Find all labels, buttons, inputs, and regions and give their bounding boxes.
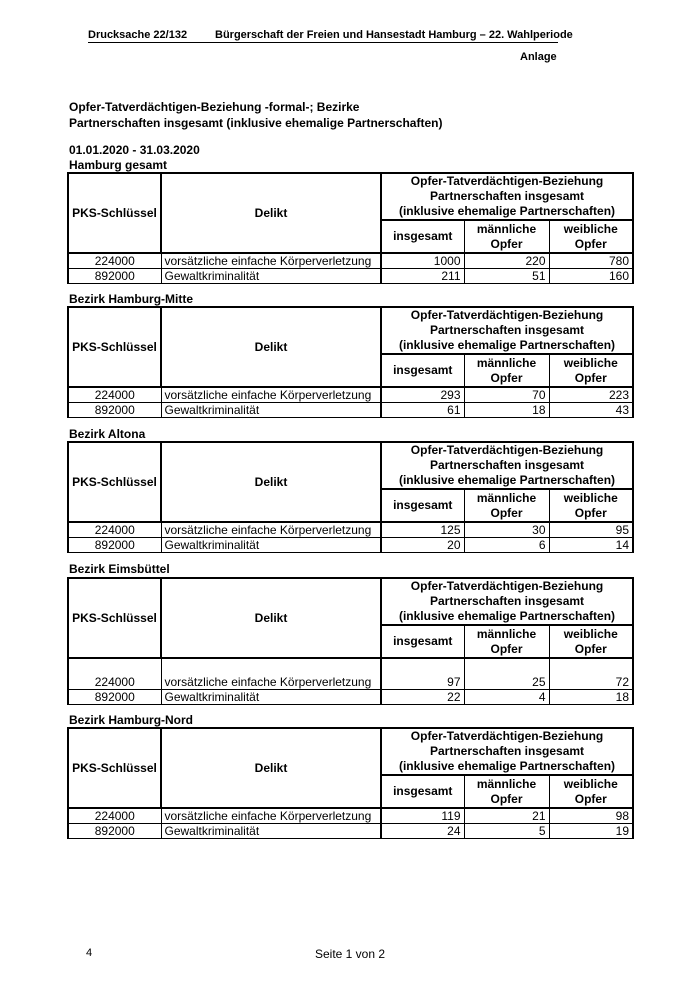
female-header-line2: Opfer bbox=[574, 236, 607, 251]
male-victims-cell: 51 bbox=[464, 269, 549, 284]
female-header-line2: Opfer bbox=[574, 505, 607, 520]
table-row bbox=[68, 403, 633, 418]
female-header-line1: weibliche bbox=[563, 355, 618, 370]
female-victims-header bbox=[549, 625, 633, 658]
region-title: Hamburg gesamt bbox=[69, 158, 168, 172]
document-number: Drucksache 22/132 bbox=[88, 29, 188, 41]
group-header-line3: (inklusive ehemalige Partnerschaften) bbox=[381, 473, 633, 489]
pks-key-header: PKS-Schlüssel bbox=[68, 728, 161, 808]
crime-table bbox=[67, 577, 634, 705]
total-header: insgesamt bbox=[381, 775, 464, 808]
total-cell: 293 bbox=[381, 387, 464, 403]
male-victims-header bbox=[464, 625, 549, 658]
offence-cell: vorsätzliche einfache Körperverletzung bbox=[161, 253, 381, 269]
female-victims-header bbox=[549, 775, 633, 808]
total-header: insgesamt bbox=[381, 220, 464, 253]
table-row bbox=[68, 253, 633, 269]
group-header-line2: Partnerschaften insgesamt bbox=[381, 323, 633, 338]
female-header-line2: Opfer bbox=[574, 641, 607, 656]
crime-table bbox=[67, 172, 634, 284]
reporting-period: 01.01.2020 - 31.03.2020 bbox=[69, 143, 200, 157]
pks-key-cell: 224000 bbox=[68, 808, 161, 824]
pks-key-cell: 892000 bbox=[68, 824, 161, 839]
female-victims-cell: 95 bbox=[549, 522, 633, 538]
offence-header: Delikt bbox=[161, 442, 381, 522]
total-header: insgesamt bbox=[381, 625, 464, 658]
offence-cell: Gewaltkriminalität bbox=[161, 269, 381, 284]
report-title: Opfer-Tatverdächtigen-Beziehung -formal-; Bezirke bbox=[69, 100, 360, 114]
group-header-line3: (inklusive ehemalige Partnerschaften) bbox=[381, 759, 633, 775]
female-victims-header bbox=[549, 354, 633, 387]
female-victims-cell: 223 bbox=[549, 387, 633, 403]
group-header-line2: Partnerschaften insgesamt bbox=[381, 594, 633, 609]
spacer-row bbox=[68, 658, 633, 675]
total-cell: 22 bbox=[381, 690, 464, 705]
pks-key-cell: 892000 bbox=[68, 690, 161, 705]
female-header-line2: Opfer bbox=[574, 791, 607, 806]
header-underline bbox=[88, 42, 558, 43]
pks-key-header: PKS-Schlüssel bbox=[68, 173, 161, 253]
table-row bbox=[68, 269, 633, 284]
female-header-line1: weibliche bbox=[563, 490, 618, 505]
female-victims-cell: 19 bbox=[549, 824, 633, 839]
group-header-line3: (inklusive ehemalige Partnerschaften) bbox=[381, 338, 633, 354]
group-header-line3: (inklusive ehemalige Partnerschaften) bbox=[381, 609, 633, 625]
group-header-line1: Opfer-Tatverdächtigen-Beziehung bbox=[381, 728, 633, 744]
total-cell: 1000 bbox=[381, 253, 464, 269]
female-victims-cell: 14 bbox=[549, 538, 633, 553]
male-victims-cell: 5 bbox=[464, 824, 549, 839]
total-header: insgesamt bbox=[381, 354, 464, 387]
male-header-line1: männliche bbox=[476, 221, 537, 236]
male-victims-header bbox=[464, 354, 549, 387]
female-header-line1: weibliche bbox=[563, 221, 618, 236]
pks-key-cell: 892000 bbox=[68, 403, 161, 418]
total-cell: 97 bbox=[381, 675, 464, 690]
male-victims-cell: 220 bbox=[464, 253, 549, 269]
male-header-line1: männliche bbox=[476, 355, 537, 370]
offence-cell: vorsätzliche einfache Körperverletzung bbox=[161, 675, 381, 690]
region-title: Bezirk Hamburg-Mitte bbox=[69, 292, 194, 306]
crime-table bbox=[67, 306, 634, 418]
crime-table bbox=[67, 727, 634, 839]
annex-label: Anlage bbox=[520, 51, 557, 63]
male-header-line2: Opfer bbox=[490, 370, 523, 385]
offence-cell: vorsätzliche einfache Körperverletzung bbox=[161, 522, 381, 538]
offence-cell: Gewaltkriminalität bbox=[161, 690, 381, 705]
female-victims-cell: 160 bbox=[549, 269, 633, 284]
offence-header: Delikt bbox=[161, 173, 381, 253]
pks-key-header: PKS-Schlüssel bbox=[68, 578, 161, 658]
pks-key-cell: 224000 bbox=[68, 253, 161, 269]
female-header-line2: Opfer bbox=[574, 370, 607, 385]
male-header-line2: Opfer bbox=[490, 641, 523, 656]
offence-cell: vorsätzliche einfache Körperverletzung bbox=[161, 387, 381, 403]
total-cell: 211 bbox=[381, 269, 464, 284]
offence-cell: Gewaltkriminalität bbox=[161, 824, 381, 839]
female-victims-cell: 72 bbox=[549, 675, 633, 690]
offence-header: Delikt bbox=[161, 578, 381, 658]
female-victims-cell: 780 bbox=[549, 253, 633, 269]
group-header-line3: (inklusive ehemalige Partnerschaften) bbox=[381, 204, 633, 220]
crime-table bbox=[67, 441, 634, 553]
region-title: Bezirk Altona bbox=[69, 427, 146, 441]
pks-key-cell: 224000 bbox=[68, 387, 161, 403]
group-header-line1: Opfer-Tatverdächtigen-Beziehung bbox=[381, 578, 633, 594]
female-victims-cell: 43 bbox=[549, 403, 633, 418]
female-victims-cell: 98 bbox=[549, 808, 633, 824]
region-title: Bezirk Hamburg-Nord bbox=[69, 713, 194, 727]
table-row bbox=[68, 522, 633, 538]
region-title: Bezirk Eimsbüttel bbox=[69, 562, 170, 576]
group-header-line1: Opfer-Tatverdächtigen-Beziehung bbox=[381, 173, 633, 189]
male-victims-cell: 6 bbox=[464, 538, 549, 553]
male-victims-header bbox=[464, 220, 549, 253]
male-header-line2: Opfer bbox=[490, 236, 523, 251]
female-victims-cell: 18 bbox=[549, 690, 633, 705]
group-header-line1: Opfer-Tatverdächtigen-Beziehung bbox=[381, 307, 633, 323]
table-row bbox=[68, 690, 633, 705]
pks-key-cell: 224000 bbox=[68, 675, 161, 690]
table-row bbox=[68, 824, 633, 839]
total-header: insgesamt bbox=[381, 489, 464, 522]
male-victims-cell: 70 bbox=[464, 387, 549, 403]
pks-key-cell: 224000 bbox=[68, 522, 161, 538]
male-victims-header bbox=[464, 489, 549, 522]
male-header-line1: männliche bbox=[476, 490, 537, 505]
female-header-line1: weibliche bbox=[563, 776, 618, 791]
male-victims-header bbox=[464, 775, 549, 808]
female-header-line1: weibliche bbox=[563, 626, 618, 641]
male-header-line2: Opfer bbox=[490, 791, 523, 806]
male-header-line1: männliche bbox=[476, 776, 537, 791]
male-header-line2: Opfer bbox=[490, 505, 523, 520]
total-cell: 24 bbox=[381, 824, 464, 839]
total-cell: 61 bbox=[381, 403, 464, 418]
page-indicator: Seite 1 von 2 bbox=[314, 947, 386, 961]
group-header-line2: Partnerschaften insgesamt bbox=[381, 458, 633, 473]
female-victims-header bbox=[549, 489, 633, 522]
female-victims-header bbox=[549, 220, 633, 253]
total-cell: 20 bbox=[381, 538, 464, 553]
institution-header: Bürgerschaft der Freien und Hansestadt Hamburg – 22. Wahlperiode bbox=[215, 29, 573, 41]
report-subtitle: Partnerschaften insgesamt (inklusive ehemalige Partnerschaften) bbox=[69, 116, 443, 130]
total-cell: 125 bbox=[381, 522, 464, 538]
offence-cell: vorsätzliche einfache Körperverletzung bbox=[161, 808, 381, 824]
male-header-line1: männliche bbox=[476, 626, 537, 641]
offence-cell: Gewaltkriminalität bbox=[161, 538, 381, 553]
male-victims-cell: 25 bbox=[464, 675, 549, 690]
footer-number: 4 bbox=[86, 947, 93, 959]
male-victims-cell: 30 bbox=[464, 522, 549, 538]
offence-header: Delikt bbox=[161, 307, 381, 387]
male-victims-cell: 21 bbox=[464, 808, 549, 824]
group-header-line2: Partnerschaften insgesamt bbox=[381, 744, 633, 759]
table-row bbox=[68, 387, 633, 403]
group-header-line2: Partnerschaften insgesamt bbox=[381, 189, 633, 204]
pks-key-cell: 892000 bbox=[68, 269, 161, 284]
pks-key-header: PKS-Schlüssel bbox=[68, 307, 161, 387]
pks-key-cell: 892000 bbox=[68, 538, 161, 553]
table-row bbox=[68, 808, 633, 824]
group-header-line1: Opfer-Tatverdächtigen-Beziehung bbox=[381, 442, 633, 458]
table-row bbox=[68, 538, 633, 553]
table-row bbox=[68, 675, 633, 690]
pks-key-header: PKS-Schlüssel bbox=[68, 442, 161, 522]
offence-cell: Gewaltkriminalität bbox=[161, 403, 381, 418]
male-victims-cell: 18 bbox=[464, 403, 549, 418]
offence-header: Delikt bbox=[161, 728, 381, 808]
total-cell: 119 bbox=[381, 808, 464, 824]
male-victims-cell: 4 bbox=[464, 690, 549, 705]
